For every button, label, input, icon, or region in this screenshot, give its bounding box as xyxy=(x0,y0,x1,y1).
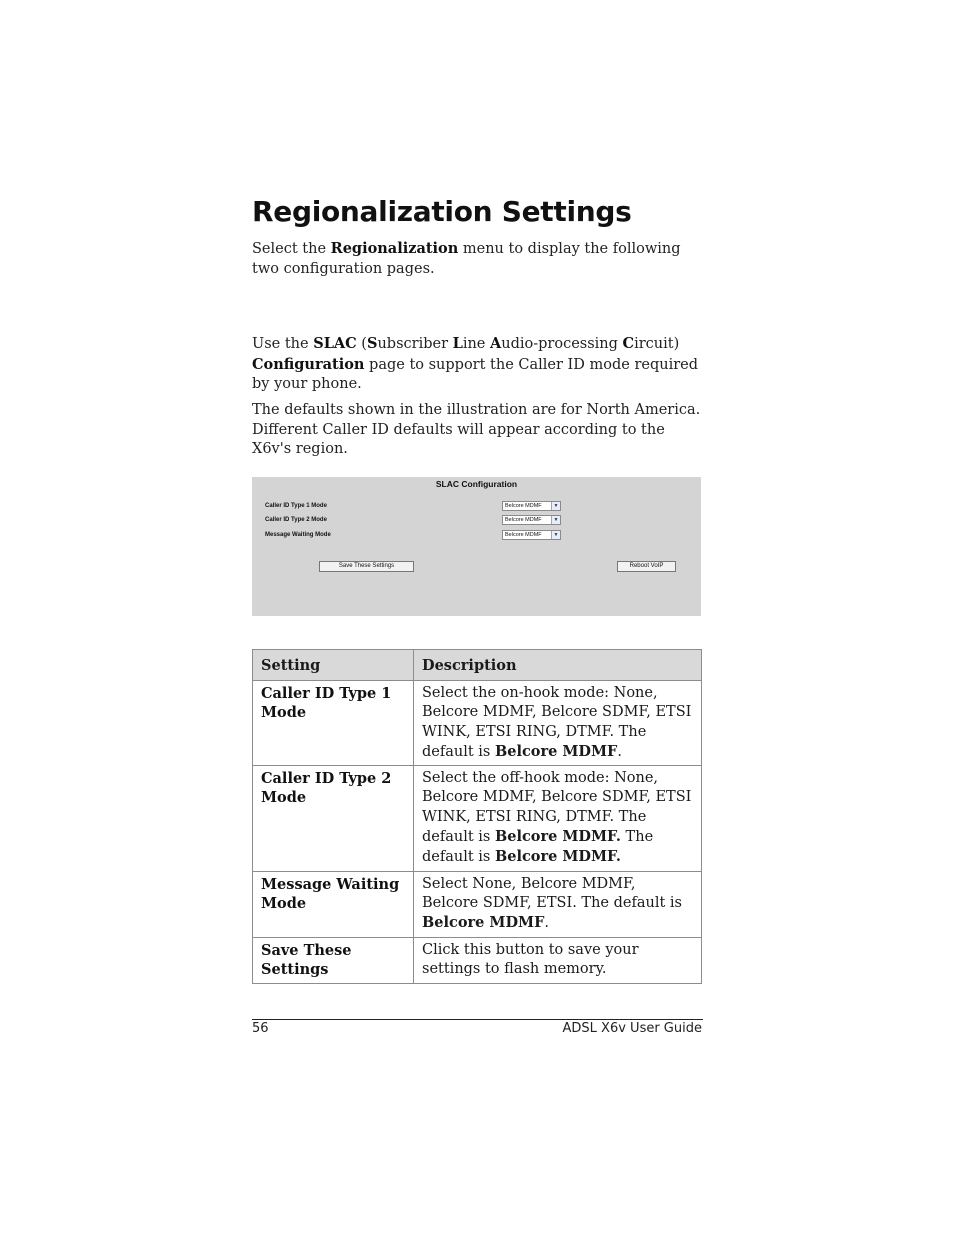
caller-id-type2-select[interactable]: Belcore MDMF ▼ xyxy=(502,515,561,525)
setting-description: Select the on-hook mode: None, Belcore MDMF, Belcore SDMF, ETSI WINK, ETSI RING, DTMF. The default is Belcore MDMF. xyxy=(414,681,702,766)
caller-id-type2-label: Caller ID Type 2 Mode xyxy=(265,517,327,523)
header-description: Description xyxy=(414,650,702,681)
message-waiting-select[interactable]: Belcore MDMF ▼ xyxy=(502,530,561,540)
setting-name: Caller ID Type 2 Mode xyxy=(253,766,414,871)
chevron-down-icon: ▼ xyxy=(551,502,560,510)
settings-table xyxy=(252,649,702,984)
intro-paragraph: Select the Regionalization menu to display the following two configuration pages. xyxy=(252,240,681,277)
table-header-row xyxy=(253,650,702,681)
table-row xyxy=(253,937,702,983)
header-setting: Setting xyxy=(253,650,414,681)
slac-paragraph: Use the SLAC (Subscriber Line Audio-processing Circuit) Configuration page to support the Caller ID mode required by your phone. xyxy=(252,335,699,392)
message-waiting-label: Message Waiting Mode xyxy=(265,532,331,538)
reboot-voip-button[interactable]: Reboot VoIP xyxy=(617,561,676,572)
setting-name: Caller ID Type 1 Mode xyxy=(253,681,414,766)
table-row xyxy=(253,766,702,871)
table-row xyxy=(253,681,702,766)
slac-screen-title: SLAC Configuration xyxy=(435,479,518,489)
chevron-down-icon: ▼ xyxy=(551,516,560,524)
caller-id-type1-select[interactable]: Belcore MDMF ▼ xyxy=(502,501,561,511)
setting-name: Message Waiting Mode xyxy=(253,871,414,937)
page-number: 56 xyxy=(252,1021,269,1036)
setting-name: Save These Settings xyxy=(253,937,414,983)
table-row xyxy=(253,871,702,937)
footer-divider xyxy=(252,1019,703,1020)
defaults-paragraph: The defaults shown in the illustration are for North America. Different Caller ID defaults will appear according to the X6v's region. xyxy=(252,402,701,457)
slac-configuration-screenshot xyxy=(252,477,701,616)
page-title: Regionalization Settings xyxy=(252,195,632,228)
chevron-down-icon: ▼ xyxy=(551,531,560,539)
setting-description: Click this button to save your settings to flash memory. xyxy=(414,937,702,983)
caller-id-type1-label: Caller ID Type 1 Mode xyxy=(265,503,327,509)
setting-description: Select the off-hook mode: None, Belcore MDMF, Belcore SDMF, ETSI WINK, ETSI RING, DTMF. The default is Belcore MDMF. The default is Belcore MDMF. xyxy=(414,766,702,871)
guide-title: ADSL X6v User Guide xyxy=(562,1021,702,1036)
save-settings-button[interactable]: Save These Settings xyxy=(319,561,414,572)
setting-description: Select None, Belcore MDMF, Belcore SDMF, ETSI. The default is Belcore MDMF. xyxy=(414,871,702,937)
